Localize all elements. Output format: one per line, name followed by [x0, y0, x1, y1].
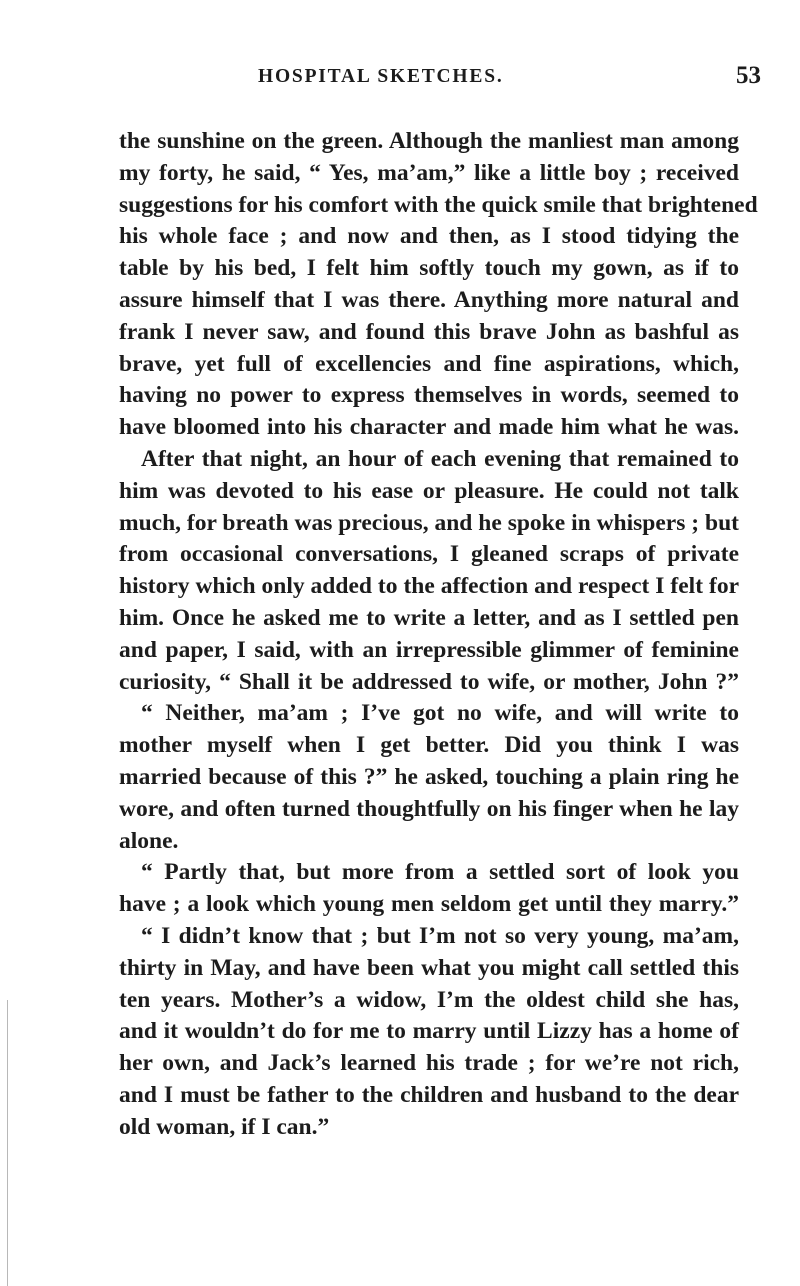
- text-line: mother myself when I get better. Did you think I was: [119, 732, 739, 759]
- running-head: HOSPITAL SKETCHES.: [258, 66, 504, 87]
- text-line: brave, yet full of excellencies and fine aspirations, which,: [119, 350, 739, 377]
- text-line: alone.: [119, 827, 179, 854]
- text-line: from occasional conversations, I gleaned scraps of private: [119, 541, 739, 568]
- text-line: much, for breath was precious, and he spoke in whispers ; but: [119, 509, 739, 536]
- page-body-text: [119, 126, 758, 1144]
- text-line: ten years. Mother’s a widow, I’m the oldest child she has,: [119, 986, 739, 1013]
- text-line: old woman, if I can.”: [119, 1113, 330, 1140]
- text-line: having no power to express themselves in words, seemed to: [119, 382, 739, 409]
- text-line: my forty, he said, “ Yes, ma’am,” like a little boy ; received: [119, 159, 739, 186]
- text-line: curiosity, “ Shall it be addressed to wife, or mother, John ?”: [119, 668, 739, 695]
- page-edge-line: [7, 1000, 8, 1286]
- text-line: history which only added to the affection and respect I felt for: [119, 573, 739, 600]
- text-line: “ Neither, ma’am ; I’ve got no wife, and will write to: [141, 700, 739, 727]
- text-line: and paper, I said, with an irrepressible glimmer of feminine: [119, 636, 739, 663]
- text-line: his whole face ; and now and then, as I stood tidying the: [119, 223, 739, 250]
- text-line: have ; a look which young men seldom get until they marry.”: [119, 891, 739, 918]
- text-line: the sunshine on the green. Although the manliest man among: [119, 128, 739, 154]
- text-line: After that night, an hour of each evening that remained to: [141, 445, 739, 472]
- text-line: wore, and often turned thoughtfully on his finger when he lay: [119, 795, 739, 822]
- text-line: “ Partly that, but more from a settled sort of look you: [141, 859, 739, 886]
- text-line: table by his bed, I felt him softly touch my gown, as if to: [119, 255, 739, 282]
- text-line: married because of this ?” he asked, touching a plain ring he: [119, 763, 739, 790]
- text-line: her own, and Jack’s learned his trade ; for we’re not rich,: [119, 1050, 739, 1077]
- page-number: 53: [736, 62, 761, 89]
- text-line: him. Once he asked me to write a letter, and as I settled pen: [119, 604, 739, 631]
- text-line: and it wouldn’t do for me to marry until Lizzy has a home of: [119, 1018, 739, 1045]
- text-line: and I must be father to the children and husband to the dear: [119, 1081, 739, 1108]
- text-line: frank I never saw, and found this brave John as bashful as: [119, 318, 739, 345]
- text-line: thirty in May, and have been what you might call settled this: [119, 954, 739, 981]
- text-line: have bloomed into his character and made him what he was.: [119, 414, 739, 441]
- text-line: “ I didn’t know that ; but I’m not so very young, ma’am,: [141, 922, 739, 949]
- text-line: assure himself that I was there. Anything more natural and: [119, 286, 739, 313]
- text-line: suggestions for his comfort with the quick smile that brightened: [119, 191, 758, 218]
- text-line: him was devoted to his ease or pleasure. He could not talk: [119, 477, 739, 504]
